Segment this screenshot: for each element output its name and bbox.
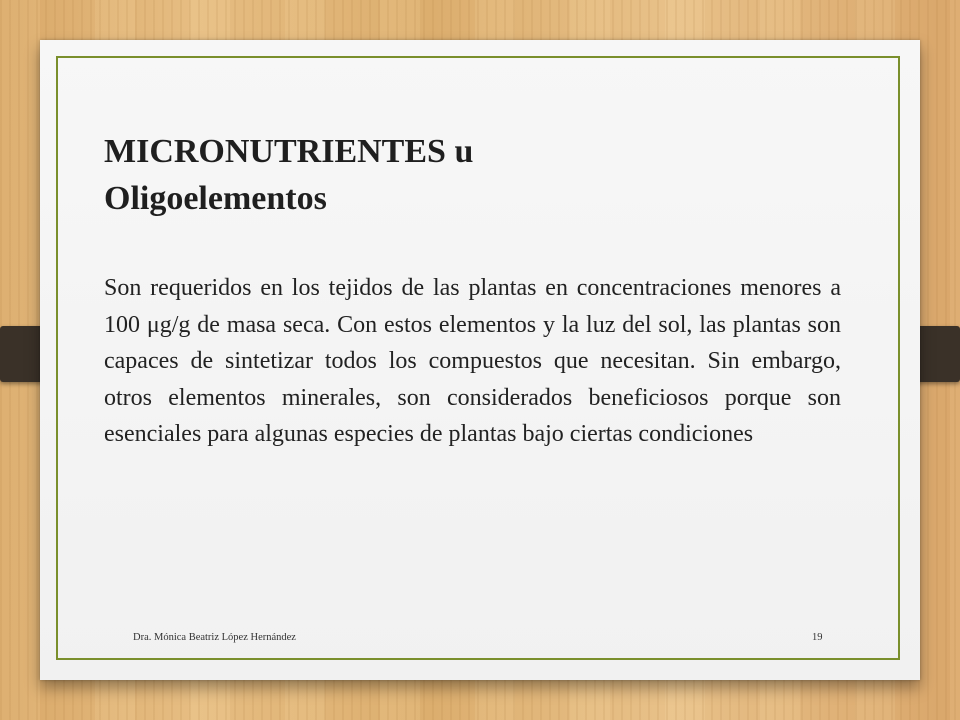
slide-paper [40, 40, 920, 680]
slide-title: MICRONUTRIENTES u Oligoelementos [104, 133, 474, 217]
footer-author: Dra. Mónica Beatriz López Hernández [133, 632, 296, 643]
slide-body-text: Son requeridos en los tejidos de las plantas en concentraciones menores a 100 μg/g de masa seca. Con estos elementos y la luz del sol, las plantas son capaces de sintetizar todos los compuestos que necesitan. Sin embargo, otros elementos minerales, son considerados beneficiosos porque son esenciales para algunas especies de plantas bajo ciertas condiciones [104, 275, 841, 447]
page-number: 19 [812, 632, 823, 643]
